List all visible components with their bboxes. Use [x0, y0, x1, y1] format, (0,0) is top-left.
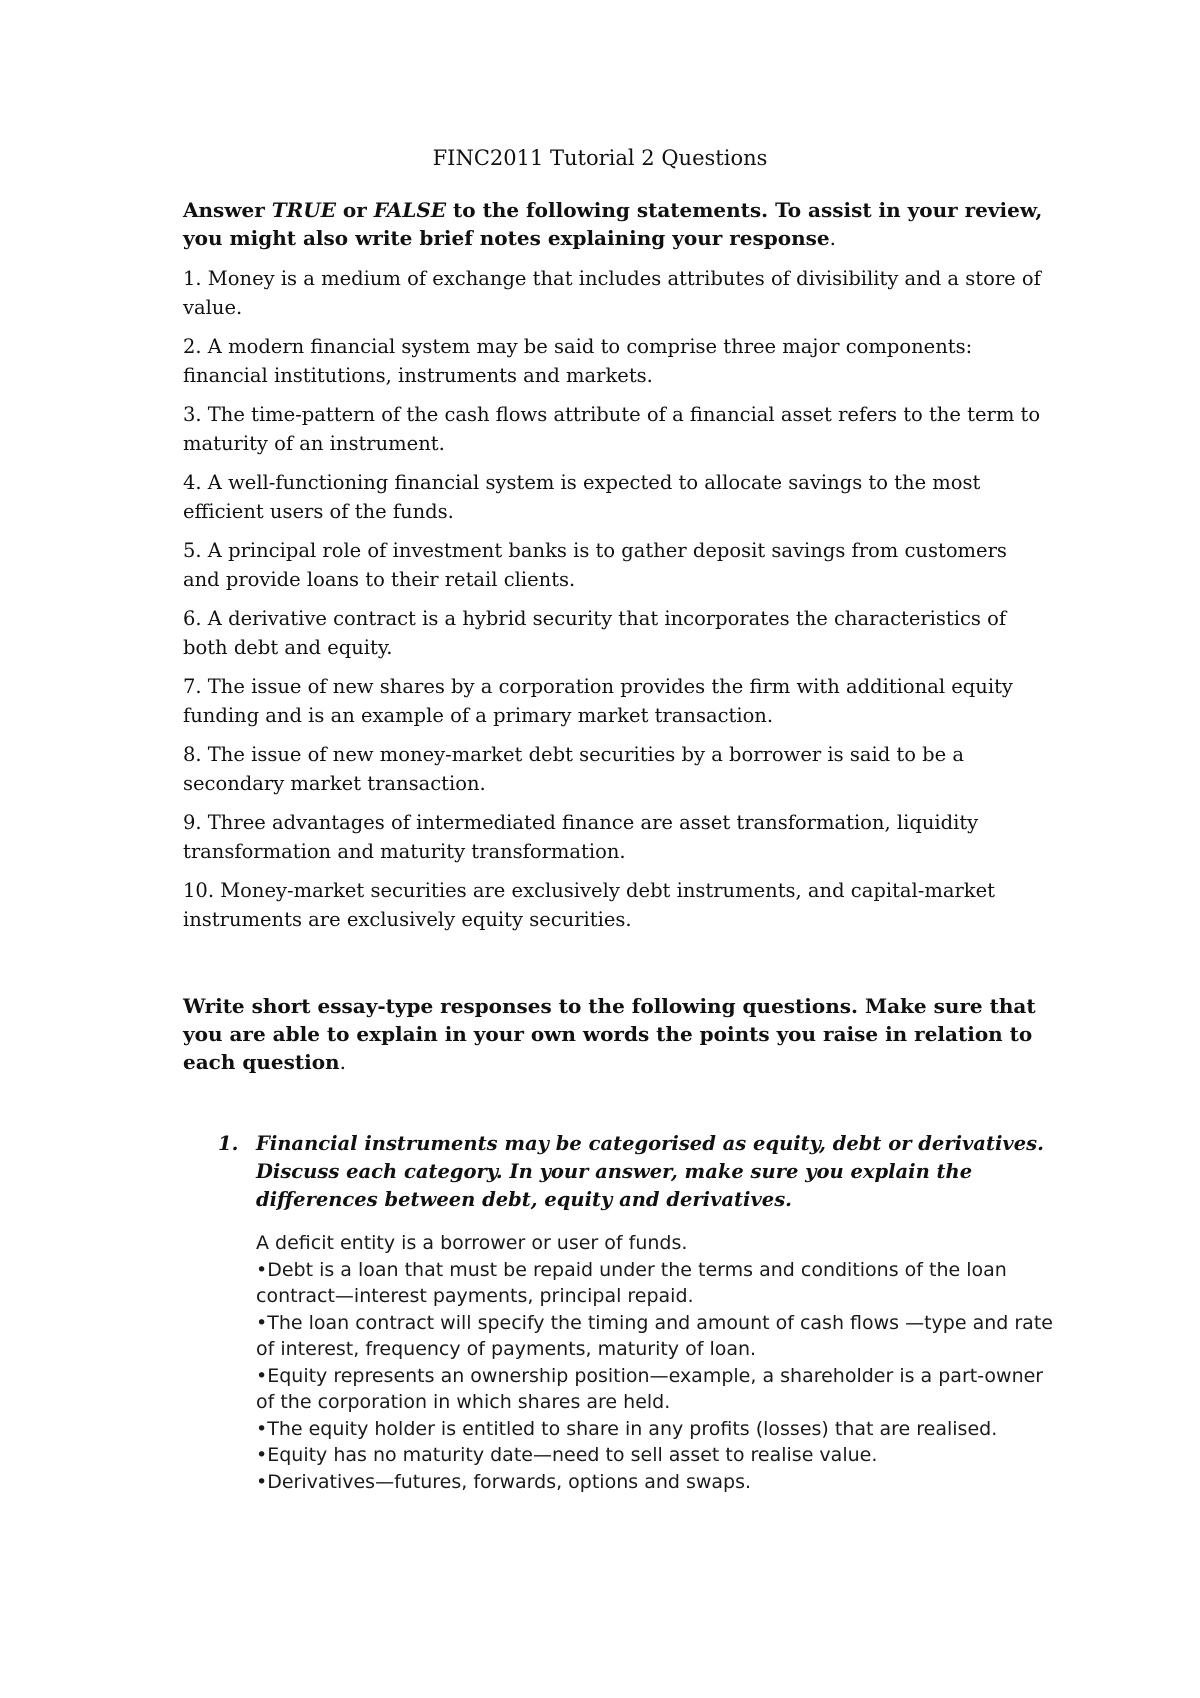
statement-item: 10. Money-market securities are exclusively debt instruments, and capital-market instruments are exclusively equity securities.	[183, 879, 995, 931]
question-number: 1.	[218, 1132, 239, 1155]
answer-line: A deficit entity is a borrower or user of funds.	[256, 1232, 688, 1254]
statement-item: 4. A well-functioning financial system is expected to allocate savings to the most efficient users of the funds.	[183, 471, 981, 523]
instructions-text-3: to the following statements. To assist in your review, you might also write brief notes explaining your response	[183, 198, 1043, 250]
question-text: Financial instruments may be categorised as equity, debt or derivatives. Discuss each category. In your answer, make sure you explain the differences between debt, equity and derivatives.	[256, 1132, 1044, 1211]
instructions-text-2: or	[335, 198, 374, 222]
statement-item: 8. The issue of new money-market debt securities by a borrower is said to be a secondary market transaction.	[183, 743, 964, 795]
answer-line: •Debt is a loan that must be repaid under the terms and conditions of the loan contract—interest payments, principal repaid.	[256, 1258, 1007, 1307]
essay-question	[218, 1130, 1058, 1495]
instructions-false-word: FALSE	[373, 198, 447, 222]
statement-item: 7. The issue of new shares by a corporation provides the firm with additional equity funding and is an example of a primary market transaction.	[183, 675, 1013, 727]
statement-item: 3. The time-pattern of the cash flows attribute of a financial asset refers to the term to maturity of an instrument.	[183, 403, 1041, 455]
answer-line: •Derivatives—futures, forwards, options and swaps.	[256, 1470, 752, 1493]
statement-item: 9. Three advantages of intermediated finance are asset transformation, liquidity transformation and maturity transformation.	[183, 811, 979, 863]
statement-list	[183, 265, 1043, 945]
instructions-text-1: Answer	[183, 198, 272, 222]
true-false-instructions	[183, 196, 1043, 252]
instructions-true-word: TRUE	[271, 198, 336, 222]
answer-notes	[256, 1230, 1058, 1495]
essay-instructions-text: Write short essay-type responses to the following questions. Make sure that you are able to explain in your own words the points you raise in relation to each question	[183, 994, 1036, 1074]
instructions-period: .	[829, 226, 836, 250]
essay-instructions	[183, 992, 1043, 1076]
answer-line: •The loan contract will specify the timing and amount of cash flows —type and rate of interest, frequency of payments, maturity of loan.	[256, 1311, 1053, 1360]
document-title: FINC2011 Tutorial 2 Questions	[432, 146, 768, 170]
statement-item: 6. A derivative contract is a hybrid security that incorporates the characteristics of both debt and equity.	[183, 607, 1007, 659]
answer-line: •Equity represents an ownership position—example, a shareholder is a part-owner of the corporation in which shares are held.	[256, 1364, 1044, 1413]
question-heading	[218, 1130, 1058, 1214]
answer-line: •Equity has no maturity date—need to sell asset to realise value.	[256, 1444, 878, 1466]
answer-line: •The equity holder is entitled to share in any profits (losses) that are realised.	[256, 1417, 998, 1440]
statement-item: 1. Money is a medium of exchange that includes attributes of divisibility and a store of value.	[183, 267, 1041, 319]
essay-instructions-period: .	[339, 1050, 346, 1074]
statement-item: 5. A principal role of investment banks is to gather deposit savings from customers and provide loans to their retail clients.	[183, 539, 1007, 591]
statement-item: 2. A modern financial system may be said to comprise three major components: financial institutions, instruments and markets.	[183, 335, 973, 387]
